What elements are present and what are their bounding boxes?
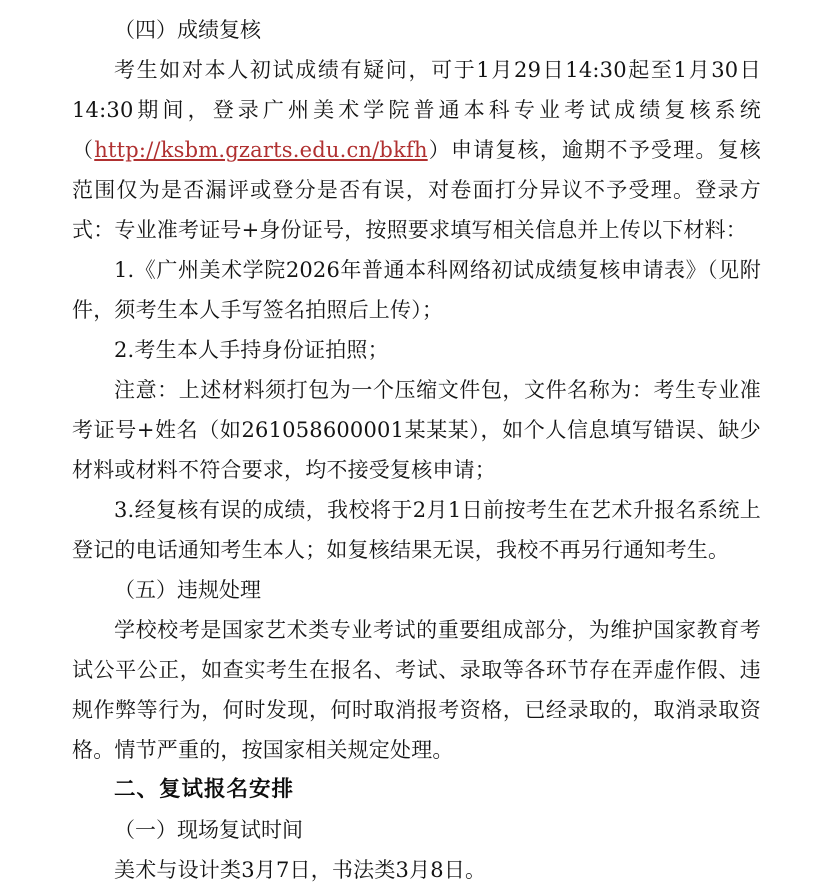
paragraph-material-item-3: 3.经复核有误的成绩，我校将于2月1日前按考生在艺术升报名系统上登记的电话通知考生本人；如复核结果无误，我校不再另行通知考生。 [72, 498, 761, 562]
section-heading-violation-handling: （五）违规处理 [114, 578, 261, 602]
paragraph-notice: 注意：上述材料须打包为一个压缩文件包，文件名称为：考生专业准考证号+姓名（如261058600001某某某），如个人信息填写错误、缺少材料或材料不符合要求，均不接受复核申请； [72, 378, 761, 482]
paragraph-material-item-1: 1.《广州美术学院2026年普通本科网络初试成绩复核申请表》（见附件，须考生本人手写签名拍照后上传）； [72, 258, 761, 322]
paragraph-material-item-2: 2.考生本人手持身份证拍照； [114, 338, 389, 362]
review-application-text-before-link: 考生如对本人初试成绩有疑问，可于1月29日14:30起至1月30日14:30期间，登录广州美术学院普通本科专业考试成绩复核系统（ [72, 58, 761, 162]
score-review-system-link[interactable]: http://ksbm.gzarts.edu.cn/bkfh [94, 138, 428, 162]
section-heading-onsite-retest-time: （一）现场复试时间 [114, 818, 303, 842]
paragraph-review-application [72, 50, 761, 250]
section-heading-score-review: （四）成绩复核 [114, 18, 261, 42]
paragraph-retest-dates: 美术与设计类3月7日，书法类3月8日。 [114, 858, 487, 882]
review-application-text-after-link: ）申请复核，逾期不予受理。复核范围仅为是否漏评或登分是否有误，对卷面打分异议不予受理。登录方式：专业准考证号+身份证号，按照要求填写相关信息并上传以下材料： [72, 138, 762, 242]
section-heading-retest-arrangement: 二、复试报名安排 [114, 777, 295, 802]
paragraph-violation-rules: 学校校考是国家艺术类专业考试的重要组成部分，为维护国家教育考试公平公正，如查实考生在报名、考试、录取等各环节存在弄虚作假、违规作弊等行为，何时发现，何时取消报考资格，已经录取的，取消录取资格。情节严重的，按国家相关规定处理。 [72, 618, 761, 762]
